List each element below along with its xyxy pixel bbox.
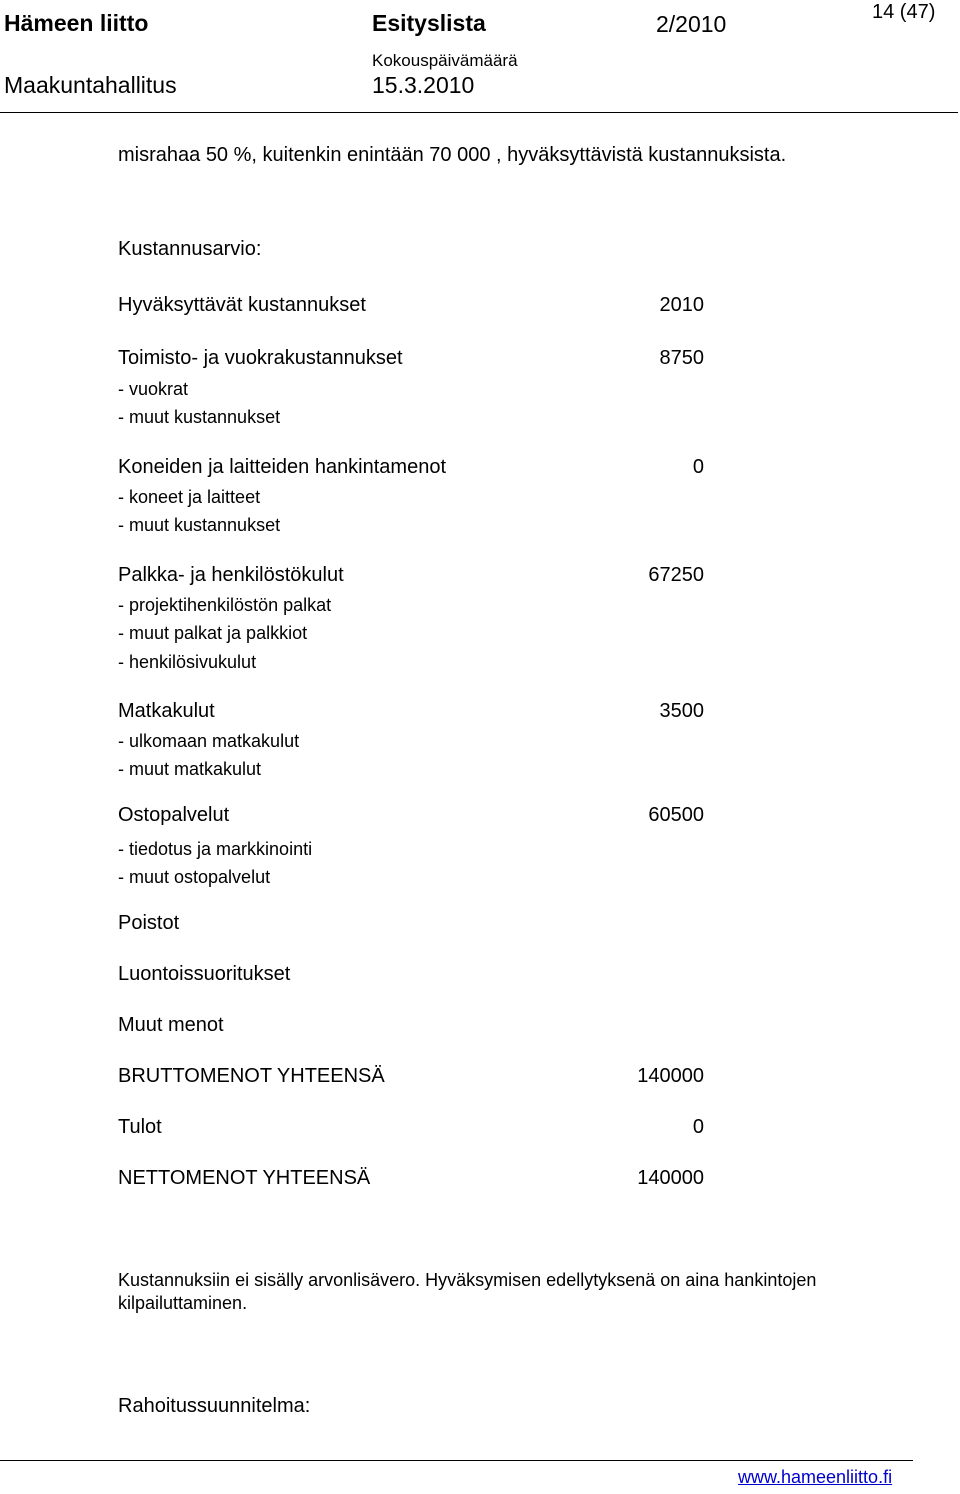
subcategory-label: - muut kustannukset <box>118 407 281 427</box>
document-number: 2/2010 <box>656 11 727 37</box>
category-label: Luontoissuoritukset <box>118 963 291 985</box>
budget-header-year: 2010 <box>659 294 704 316</box>
subcategory-label: - koneet ja laitteet <box>118 487 261 507</box>
category-label: Ostopalvelut <box>118 804 230 826</box>
gross-total-label: BRUTTOMENOT YHTEENSÄ <box>118 1065 385 1087</box>
intro-text: misrahaa 50 %, kuitenkin enintään 70 000 , hyväksyttävistä kustannuksista. <box>118 144 787 166</box>
category-value: 3500 <box>659 700 704 722</box>
budget-header-label: Hyväksyttävät kustannukset <box>118 294 366 316</box>
page-number: 14 (47) <box>872 1 936 23</box>
meeting-date-label: Kokouspäivämäärä <box>372 51 518 70</box>
vat-note-line: Kustannuksiin ei sisälly arvonlisävero. Hyväksymisen edellytyksenä on aina hankintojen <box>118 1270 817 1290</box>
website-link[interactable]: www.hameenliitto.fi <box>738 1467 893 1487</box>
meeting-date: 15.3.2010 <box>372 72 475 98</box>
subcategory-label: - muut palkat ja palkkiot <box>118 623 308 643</box>
net-total-label: NETTOMENOT YHTEENSÄ <box>118 1167 371 1189</box>
category-label: Palkka- ja henkilöstökulut <box>118 564 344 586</box>
subcategory-label: - vuokrat <box>118 379 189 399</box>
gross-total-value: 140000 <box>637 1065 704 1087</box>
document-type: Esityslista <box>372 10 486 36</box>
subcategory-label: - ulkomaan matkakulut <box>118 731 300 751</box>
subcategory-label: - muut kustannukset <box>118 515 281 535</box>
category-label: Muut menot <box>118 1014 224 1036</box>
subcategory-label: - muut ostopalvelut <box>118 867 271 887</box>
header-rule <box>0 112 958 113</box>
subcategory-label: - tiedotus ja markkinointi <box>118 839 313 859</box>
income-label: Tulot <box>118 1116 162 1138</box>
net-total-value: 140000 <box>637 1167 704 1189</box>
subcategory-label: - muut matkakulut <box>118 759 262 779</box>
category-value: 60500 <box>648 804 704 826</box>
category-label: Matkakulut <box>118 700 215 722</box>
subcategory-label: - henkilösivukulut <box>118 652 257 672</box>
category-label: Poistot <box>118 912 180 934</box>
category-label: Koneiden ja laitteiden hankintamenot <box>118 456 447 478</box>
footer-rule <box>0 1460 913 1461</box>
subcategory-label: - projektihenkilöstön palkat <box>118 595 332 615</box>
category-value: 0 <box>692 456 704 478</box>
budget-title: Kustannusarvio: <box>118 238 262 260</box>
organization-name: Hämeen liitto <box>4 10 149 36</box>
financing-title: Rahoitussuunnitelma: <box>118 1395 311 1417</box>
category-value: 67250 <box>648 564 704 586</box>
category-value: 8750 <box>659 347 704 369</box>
category-label: Toimisto- ja vuokrakustannukset <box>118 347 403 369</box>
income-value: 0 <box>692 1116 704 1138</box>
vat-note-line: kilpailuttaminen. <box>118 1293 248 1313</box>
governing-body: Maakuntahallitus <box>4 72 177 98</box>
